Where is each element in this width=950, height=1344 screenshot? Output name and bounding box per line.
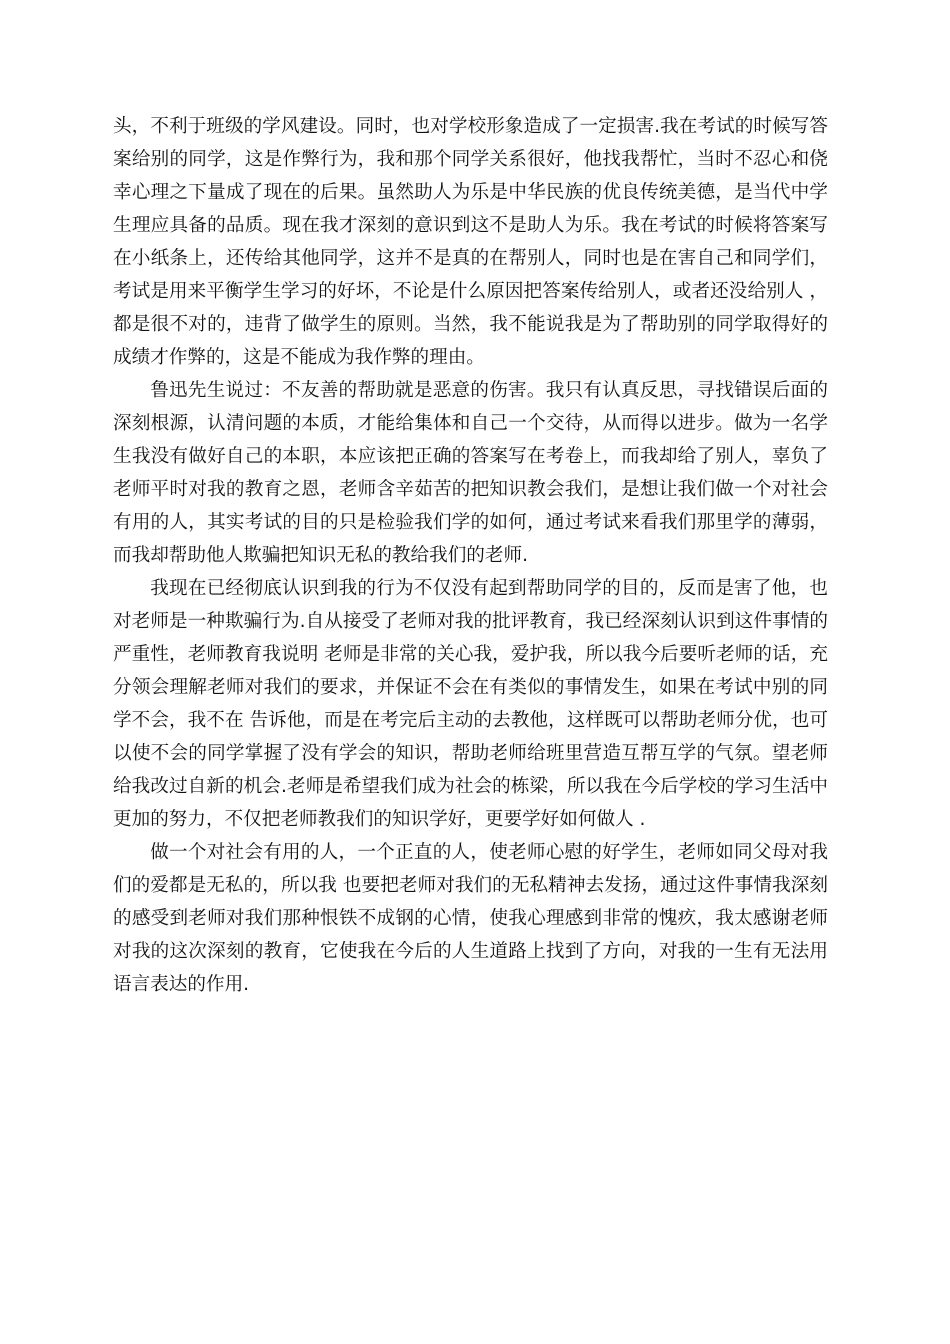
paragraph-1: 头，不利于班级的学风建设。同时，也对学校形象造成了一定损害.我在考试的时候写答案给别的同学，这是作弊行为，我和那个同学关系很好，他找我帮忙，当时不忍心和侥幸心理之下量成了现在的后果。虽然助人为乐是中华民族的优良传统美德，是当代中学生理应具备的品质。现在我才深刻的意识到这不是助人为乐。我在考试的时候将答案写在小纸条上，还传给其他同学，这并不是真的在帮别人，同时也是在害自己和同学们，考试是用来平衡学生学习的好坏，不论是什么原因把答案传给别人，或者还没给别人 ，都是很不对的，违背了做学生的原则。当然，我不能说我是为了帮助别的同学取得好的成绩才作弊的，这是不能成为我作弊的理由。 (113, 116, 828, 368)
paragraph-3: 我现在已经彻底认识到我的行为不仅没有起到帮助同学的目的，反而是害了他，也对老师是一种欺骗行为.自从接受了老师对我的批评教育，我已经深刻认识到这件事情的严重性，老师教育我说明 老师是非常的关心我，爱护我，所以我今后要听老师的话，充分领会理解老师对我们的要求，并保证不会在有类似的事情发生，如果在考试中别的同学不会，我不在 告诉他，而是在考完后主动的去教他，这样既可以帮助老师分优，也可以使不会的同学掌握了没有学会的知识，帮助老师给班里营造互帮互学的气氛。望老师给我改过自新的机会.老师是希望我们成为社会的栋梁，所以我在今后学校的学习生活中更加的努力，不仅把老师教我们的知识学好，更要学好如何做人 . (113, 578, 828, 830)
document-body (113, 110, 828, 1001)
paragraph-4: 做一个对社会有用的人，一个正直的人，使老师心慰的好学生，老师如同父母对我们的爱都是无私的，所以我 也要把老师对我们的无私精神去发扬，通过这件事情我深刻的感受到老师对我们那种恨铁不成钢的心情，使我心理感到非常的愧疚，我太感谢老师对我的这次深刻的教育，它使我在今后的人生道路上找到了方向，对我的一生有无法用语言表达的作用. (113, 842, 828, 995)
paragraph-2: 鲁迅先生说过：不友善的帮助就是恶意的伤害。我只有认真反思，寻找错误后面的深刻根源，认清问题的本质，才能给集体和自己一个交待，从而得以进步。做为一名学生我没有做好自己的本职，本应该把正确的答案写在考卷上，而我却给了别人，辜负了老师平时对我的教育之恩，老师含辛茹苦的把知识教会我们，是想让我们做一个对社会有用的人，其实考试的目的只是检验我们学的如何，通过考试来看我们那里学的薄弱，而我却帮助他人欺骗把知识无私的教给我们的老师. (113, 380, 828, 566)
